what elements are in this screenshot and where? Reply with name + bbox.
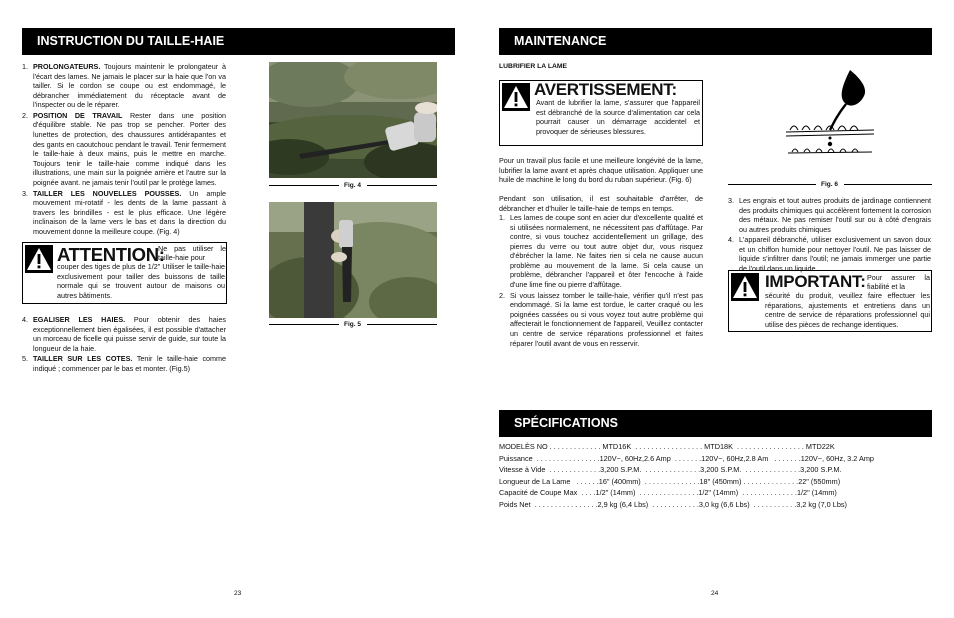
spec-row: Poids Net . . . . . . . . . . . . . . . .2,9 kg (6,4 Lbs) . . . . . . . . . . . .3,0 kg (6,6 Lbs) . . . . . . . . . . .3,2 kg (7,0 Lbs) (499, 500, 847, 509)
attention-title: ATTENTION: (57, 244, 165, 265)
list-item (499, 291, 703, 348)
spec-row: Puissance . . . . . . . . . . . . . . . .120V~, 60Hz,2.6 Amp . . . . . . .120V~, 60Hz,2.8 Am . . . . . . .120V~, 60Hz, 3.2 Amp (499, 453, 874, 463)
maintenance-header: MAINTENANCE (499, 28, 932, 55)
list-item-heading: TAILLER LES NOUVELLES POUSSES. (33, 188, 182, 198)
list-item-text: Pour obtenir des haies exceptionnellement bien égalisées, il est possible d'attacher un morceau de ficelle qui puisse servir de guide, sur toute la longueur de la haie. (33, 315, 226, 353)
maintenance-items-top (499, 213, 703, 349)
fig6-rule-right (844, 184, 932, 185)
list-item-text: Toujours maintenir le prolongateur à l'écart des lames. Ne jamais le placer sur la haie que l'on va tailler. Si le cordon se coupe ou est endommagé, le débrancher immédiatement du réceptacle avant de l'inspecter ou de le réparer. (33, 62, 226, 110)
fig5-caption: Fig. 5 (344, 321, 361, 328)
fig4-rule-left (269, 185, 339, 186)
list-item (728, 235, 931, 273)
list-item (22, 111, 226, 188)
maintenance-paragraph-1: Pour un travail plus facile et une meilleure longévité de la lame, lubrifier la lame avant et après chaque utilisation. Appliquer une huile de machine le long du bord du ruban supérieur. (Fig. 6) (499, 156, 703, 185)
fig5-photo (269, 202, 437, 318)
list-item-heading: TAILLER SUR LES COTES. (33, 354, 133, 364)
list-item-number: 3. (22, 188, 28, 198)
list-item-number: 2. (499, 290, 505, 300)
list-item-text: L'appareil débranché, utiliser exclusivement un savon doux et un chiffon humide pour nettoyer l'outil. Ne pas laisser de liquide s'infiltrer dans l'outil; ne jamais immerger une partie de l'outil dans un liquide. (739, 235, 931, 274)
list-item-number: 4. (22, 315, 28, 324)
important-box (728, 270, 932, 332)
right-page-number: 24 (711, 590, 719, 597)
list-item-text: Les engrais et tout autres produits de jardinage contiennent des produits chimiques qui accélèrent fortement la corrosion des métaux. Ne pas remiser l'outil sur ou à côté d'engrais ou autres produits chimiques (739, 196, 931, 234)
lubrifier-subhead: LUBRIFIER LA LAME (499, 63, 568, 70)
specifications-header: SPÉCIFICATIONS (499, 410, 932, 437)
list-item-number: 1. (499, 213, 505, 222)
spec-row: Capacité de Coupe Max . . . .1/2" (14mm) . . . . . . . . . . . . . . .1/2" (14mm) . . . . . . . . . . . . . .1/2" (14mm) (499, 488, 837, 498)
list-item-heading: PROLONGATEURS. (33, 62, 101, 71)
list-item-number: 4. (728, 235, 734, 245)
spec-row: MODELÈS NO . . . . . . . . . . . . . MTD16K . . . . . . . . . . . . . . . . . MTD18K . . . . . . . . . . . . . . . . . MTD22K (499, 442, 835, 451)
attention-text: couper des tiges de plus de 1/2" Utiliser le taille-haie exclusivement pour tailler des buissons de taille normale qui se trouvent autour de maisons ou autres bâtiments. (57, 262, 225, 300)
fig5-rule-right (367, 324, 437, 325)
fig6-illustration (780, 68, 880, 168)
warning-triangle-icon (731, 273, 759, 301)
attention-box (22, 242, 227, 304)
list-item-number: 3. (728, 196, 734, 205)
left-instructions-bottom (22, 315, 226, 374)
warning-triangle-icon (502, 83, 530, 111)
avertissement-text: Avant de lubrifier la lame, s'assurer que l'appareil est débranché de la source d'alimentation car cela pourrait causer un démarrage accidentel et provoquer de sérieuses blessures. (536, 98, 700, 136)
list-item-heading: POSITION DE TRAVAIL (33, 110, 123, 120)
attention-lead: Ne pas utiliser le taille-haie pour (158, 244, 226, 263)
list-item (22, 315, 226, 353)
list-item-text: Les lames de coupe sont en acier dur d'excellente qualité et si utilisées normalement, ne nécessitent pas d'affûtage. Par contre, si vous touchez accidentellement un grillage, des pierres du verre ou tout autre objet dur, vous risquez d'ébrécher la lame. Ne faites rien si cela ne cause aucun problème au mouvement de la lame. Si cela cause un problème, débrancher l'appareil et ôter l'encoche à l'aide d'une lime fine ou pierre d'affûtage. (510, 213, 703, 290)
important-text: sécurité du produit, veuillez faire effectuer les réparations, ajustements et entretiens dans un centre de service de réparations professionnel qui utilise des pièces de rechange identiques. (765, 291, 930, 329)
list-item (22, 354, 226, 373)
important-lead: Pour assurer la fiabilité et la (867, 273, 930, 292)
avertissement-title: AVERTISSEMENT: (534, 80, 677, 99)
avertissement-box (499, 80, 703, 146)
fig6-caption: Fig. 6 (821, 181, 838, 188)
important-title: IMPORTANT: (765, 272, 866, 291)
list-item-text: Un ample mouvement mi-rotatif - les dents de la lame passant à travers les brindilles - est le plus efficace. Une légère inclinaison de la lame vers le bas et dans la direction du mouvement donne la meilleure coupe. (Fig. 4) (33, 188, 226, 236)
list-item (22, 189, 226, 237)
list-item-text: Tenir le taille-haie comme indiqué ; commencer par le bas et monter. (Fig.5) (33, 354, 227, 373)
spec-row: Longueur de La Lame . . . . . .16" (400mm) . . . . . . . . . . . . . .18" (450mm) . . . . . . . . . . . . . .22" (550mm) (499, 476, 841, 486)
fig4-photo (269, 62, 437, 178)
fig4-caption: Fig. 4 (344, 182, 361, 189)
list-item-number: 1. (22, 62, 28, 71)
fig4-rule-right (367, 185, 437, 186)
list-item-heading: EGALISER LES HAIES. (33, 315, 126, 324)
list-item (22, 62, 226, 110)
left-instructions-top (22, 62, 226, 237)
fig5-rule-left (269, 324, 339, 325)
maintenance-paragraph-2: Pendant son utilisation, il est souhaitable d'arrêter, de débrancher et d'huiler le taille-haie de temps en temps. (499, 194, 703, 213)
list-item (728, 196, 931, 234)
list-item (499, 213, 703, 290)
spec-row: Vitesse à Vide . . . . . . . . . . . . .3,200 S.P.M. . . . . . . . . . . . . . .3,200 S.P.M. . . . . . . . . . . . . . .3,200 S.P.M. (499, 465, 842, 475)
fig6-rule-left (728, 184, 816, 185)
list-item-number: 5. (22, 354, 28, 364)
left-page-number: 23 (234, 590, 242, 597)
maintenance-items-bottom (728, 196, 931, 275)
warning-triangle-icon (25, 245, 53, 273)
list-item-text: Rester dans une position d'équilibre stable. Ne pas trop se pencher. Porter des lunettes de protection, des chaussures antidérapantes et des gants en caoutchouc pendant le travail. Tenir fermement le taille-haie à deux mains, puis le mettre en marche. Toujours tenir le taille-haie comme indiqué dans les illustrations, une main sur la poignée arrière et l'autre sur la poignée avant. ne jamais tenir l'outil par le protège lames. (33, 110, 226, 187)
left-section-header: INSTRUCTION DU TAILLE-HAIE (22, 28, 455, 55)
list-item-text: Si vous laissez tomber le taille-haie, vérifier qu'il n'est pas endommagé. Si la lame est tordue, le carter craqué ou les poignées cassées ou si vous voyez tout autre problème qui affecterait le fonctionnement de l'appareil, Veuillez contacter un centre de service réparations professionnel et faites réparer l'outil avant de vous en resservir. (510, 290, 703, 348)
list-item-number: 2. (22, 110, 28, 120)
